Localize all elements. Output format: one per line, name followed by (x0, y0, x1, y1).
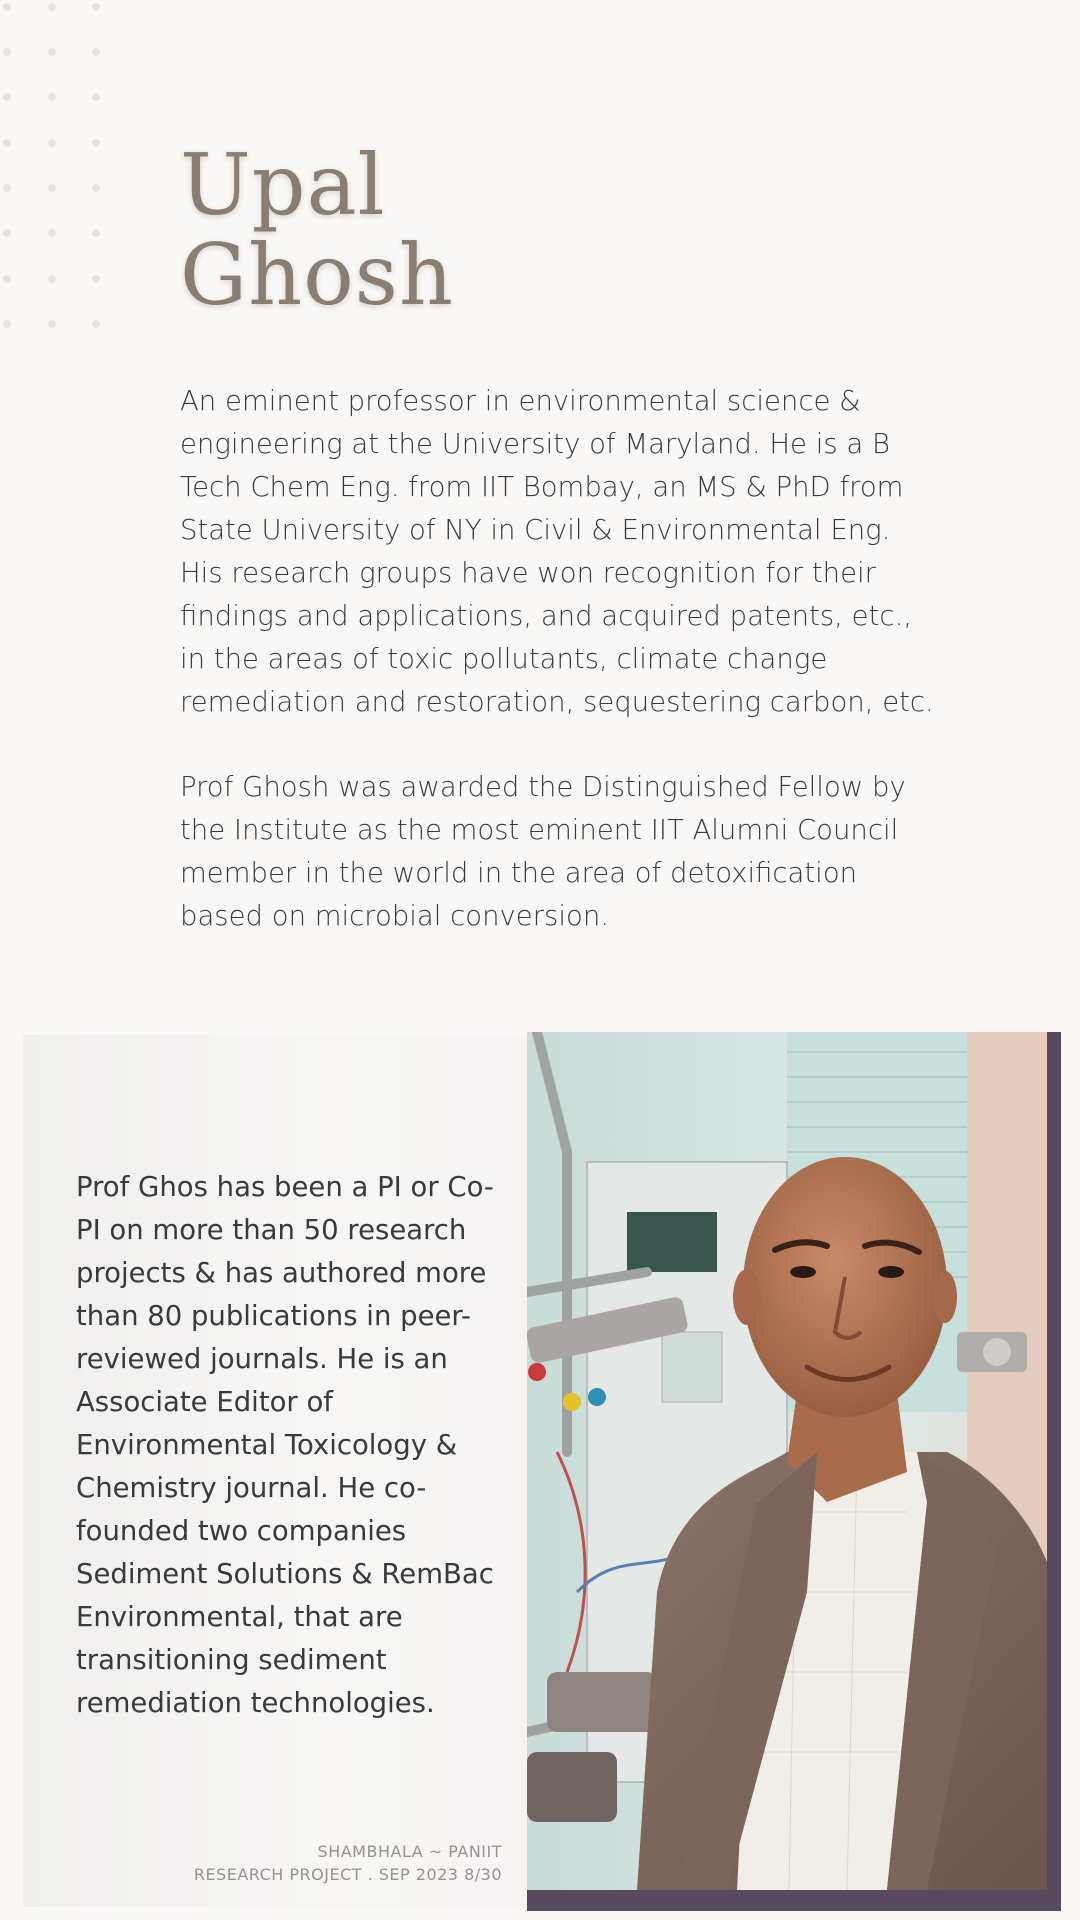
portrait-photo (527, 1032, 1047, 1890)
bio-paragraph-1: An eminent professor in environmental science & engineering at the University of Maryland. He is a B Tech Chem Eng. from IIT Bombay, an MS & PhD from State University of NY in Civil & Environmental Eng. His research groups have won recognition for their findings and applications, and acquired patents, etc., in the areas of toxic pollutants, climate change remediation and restoration, sequestering carbon, etc. (180, 385, 934, 718)
title-first-name: Upal (180, 136, 386, 234)
bio-paragraph-2: Prof Ghosh was awarded the Distinguished Fellow by the Institute as the most eminent IIT Alumni Council member in the world in the area of detoxification based on microbial conversion. (180, 771, 906, 932)
page-title (180, 136, 454, 324)
footer (194, 1840, 502, 1886)
title-last-name: Ghosh (180, 226, 454, 324)
footer-line-1: SHAMBHALA ~ PANIIT (317, 1842, 502, 1861)
footer-line-2: RESEARCH PROJECT . SEP 2023 8/30 (193, 1865, 502, 1884)
bio-paragraph-3: Prof Ghos has been a PI or Co-PI on more than 50 research projects & has authored more than 80 publications in peer-reviewed journals. He is an Associate Editor of Environmental Toxicology & Chemistry journal. He co-founded two companies Sediment Solutions & RemBac Environmental, that are transitioning sediment remediation technologies. (76, 1171, 494, 1719)
